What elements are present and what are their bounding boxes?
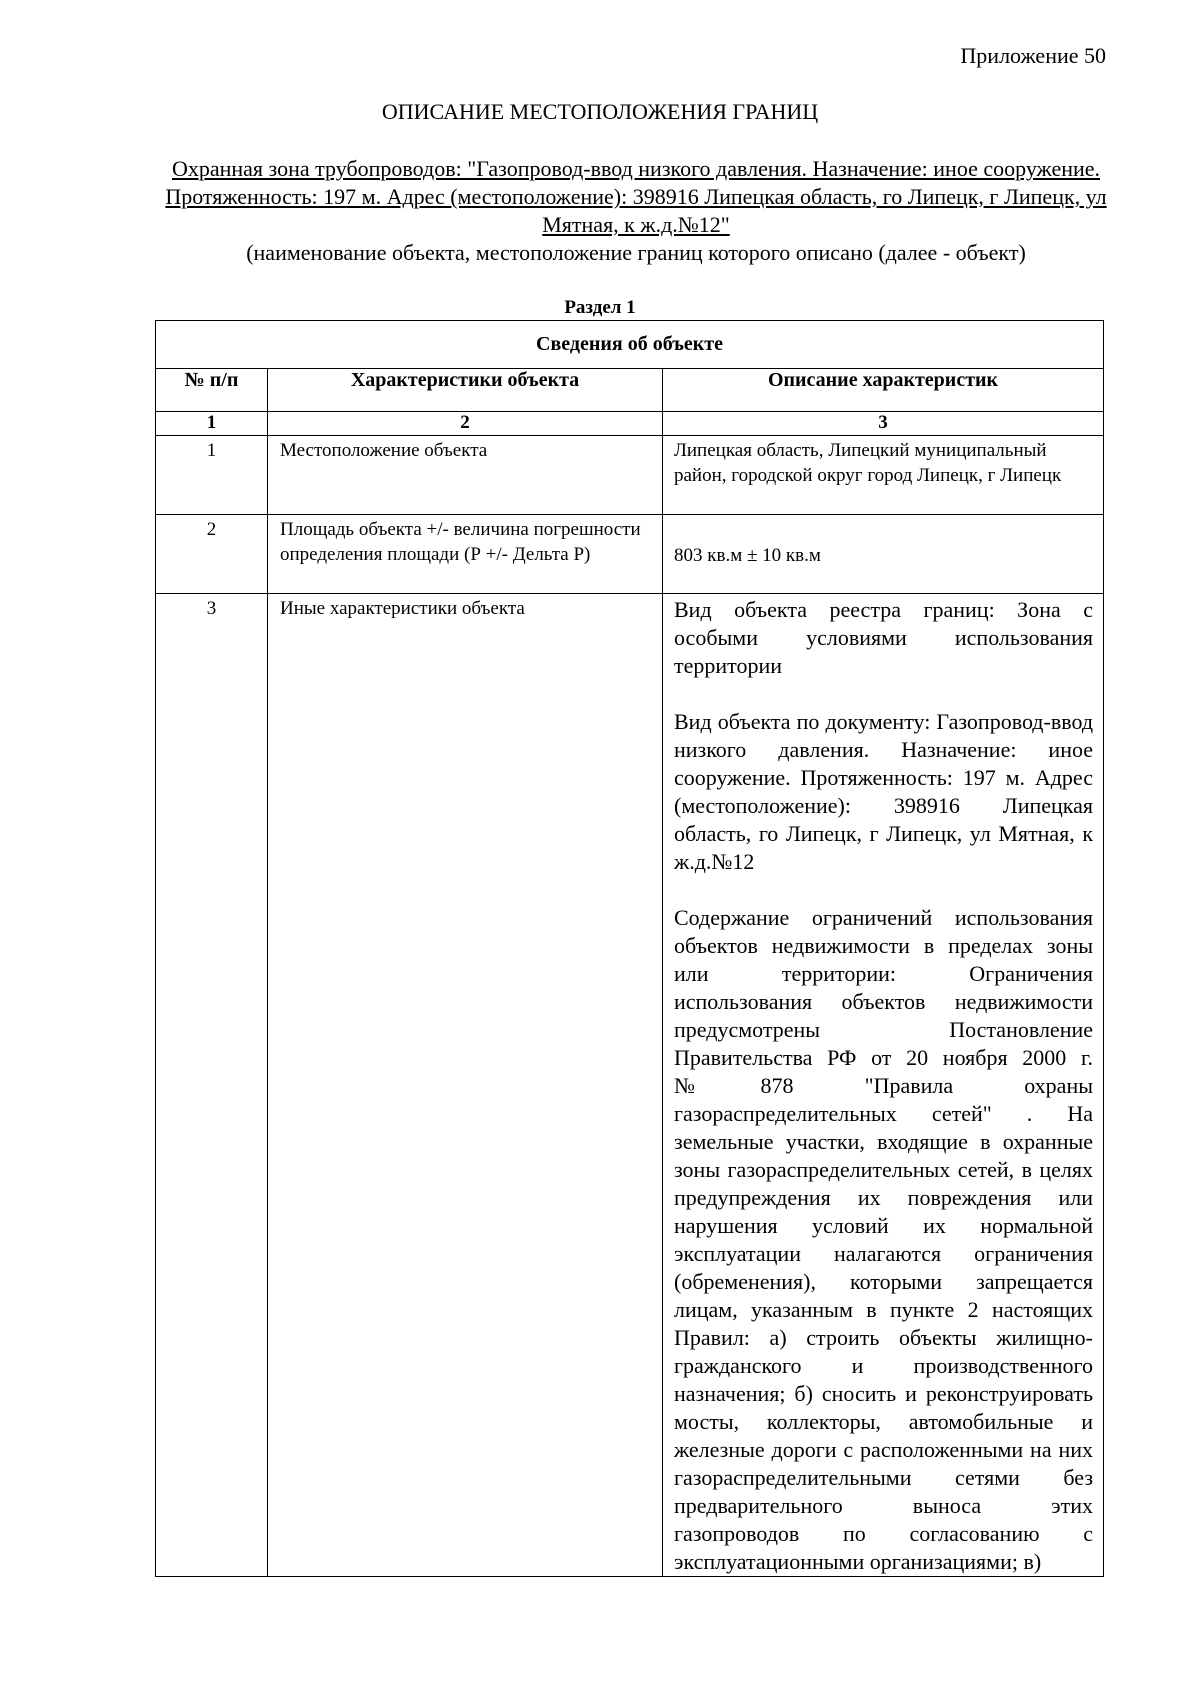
table-row — [156, 436, 1104, 515]
column-number-row — [156, 412, 1104, 436]
table-row — [156, 594, 1104, 1577]
column-number: 1 — [156, 412, 268, 436]
row-number: 1 — [156, 436, 268, 515]
row-number: 3 — [156, 594, 268, 1577]
row-characteristic: Площадь объекта +/- величина погрешности определения площади (Р +/- Дельта Р) — [268, 515, 663, 594]
object-info-table — [155, 320, 1104, 1577]
row-number: 2 — [156, 515, 268, 594]
column-number: 2 — [268, 412, 663, 436]
section-title: Раздел 1 — [564, 297, 636, 318]
description-paragraph: Содержание ограничений использования объектов недвижимости в пределах зоны или территории: Ограничения использования объектов недвижимости предусмотрены Постановление Правительства РФ от 20 ноября 2000 г. №878 "Правила охраны газораспределительных сетей" . На земельные участки, входящие в охранные зоны газораспределительных сетей, в целях предупреждения их повреждения или нарушения условий их нормальной эксплуатации налагаются ограничения (обременения), которыми запрещается лицам, указанным в пункте 2 настоящих Правил: а) строить объекты жилищно-гражданского и производственного назначения; б) сносить и реконструировать мосты, коллекторы, автомобильные и железные дороги с расположенными на них газораспределительными сетями без предварительного выноса этих газопроводов по согласованию с эксплуатационными организациями; в) — [674, 905, 1094, 1574]
object-name-caption: (наименование объекта, местоположение границ которого описано (далее - объект) — [246, 240, 1026, 265]
document-title: ОПИСАНИЕ МЕСТОПОЛОЖЕНИЯ ГРАНИЦ — [381, 99, 819, 124]
column-header-number: № п/п — [156, 369, 268, 412]
appendix-label: Приложение 50 — [960, 43, 1106, 68]
row-description: 803 кв.м ± 10 кв.м — [663, 515, 1104, 594]
description-paragraph: Вид объекта реестра границ: Зона с особыми условиями использования территории — [674, 597, 1094, 678]
row-characteristic: Иные характеристики объекта — [268, 594, 663, 1577]
object-name: Охранная зона трубопроводов: "Газопровод-ввод низкого давления. Назначение: иное сооружение. Протяженность: 197 м. Адрес (местоположение): 398916 Липецкая область, го Липецк, г Липецк, ул Мятная, к ж.д.№12" — [165, 156, 1107, 237]
row-description: Липецкая область, Липецкий муниципальный район, городской округ город Липецк, г Липецк — [663, 436, 1104, 515]
table-row — [156, 515, 1104, 594]
column-number: 3 — [663, 412, 1104, 436]
table-title: Сведения об объекте — [156, 321, 1104, 369]
table-header-row — [156, 369, 1104, 412]
description-paragraph: Вид объекта по документу: Газопровод-ввод низкого давления. Назначение: иное сооружение. Протяженность: 197 м. Адрес (местоположение): 398916 Липецкая область, го Липецк, г Липецк, ул Мятная, к ж.д.№12 — [674, 709, 1094, 874]
column-header-characteristic: Характеристики объекта — [268, 369, 663, 412]
row-description — [663, 594, 1104, 1577]
column-header-description: Описание характеристик — [663, 369, 1104, 412]
row-characteristic: Местоположение объекта — [268, 436, 663, 515]
